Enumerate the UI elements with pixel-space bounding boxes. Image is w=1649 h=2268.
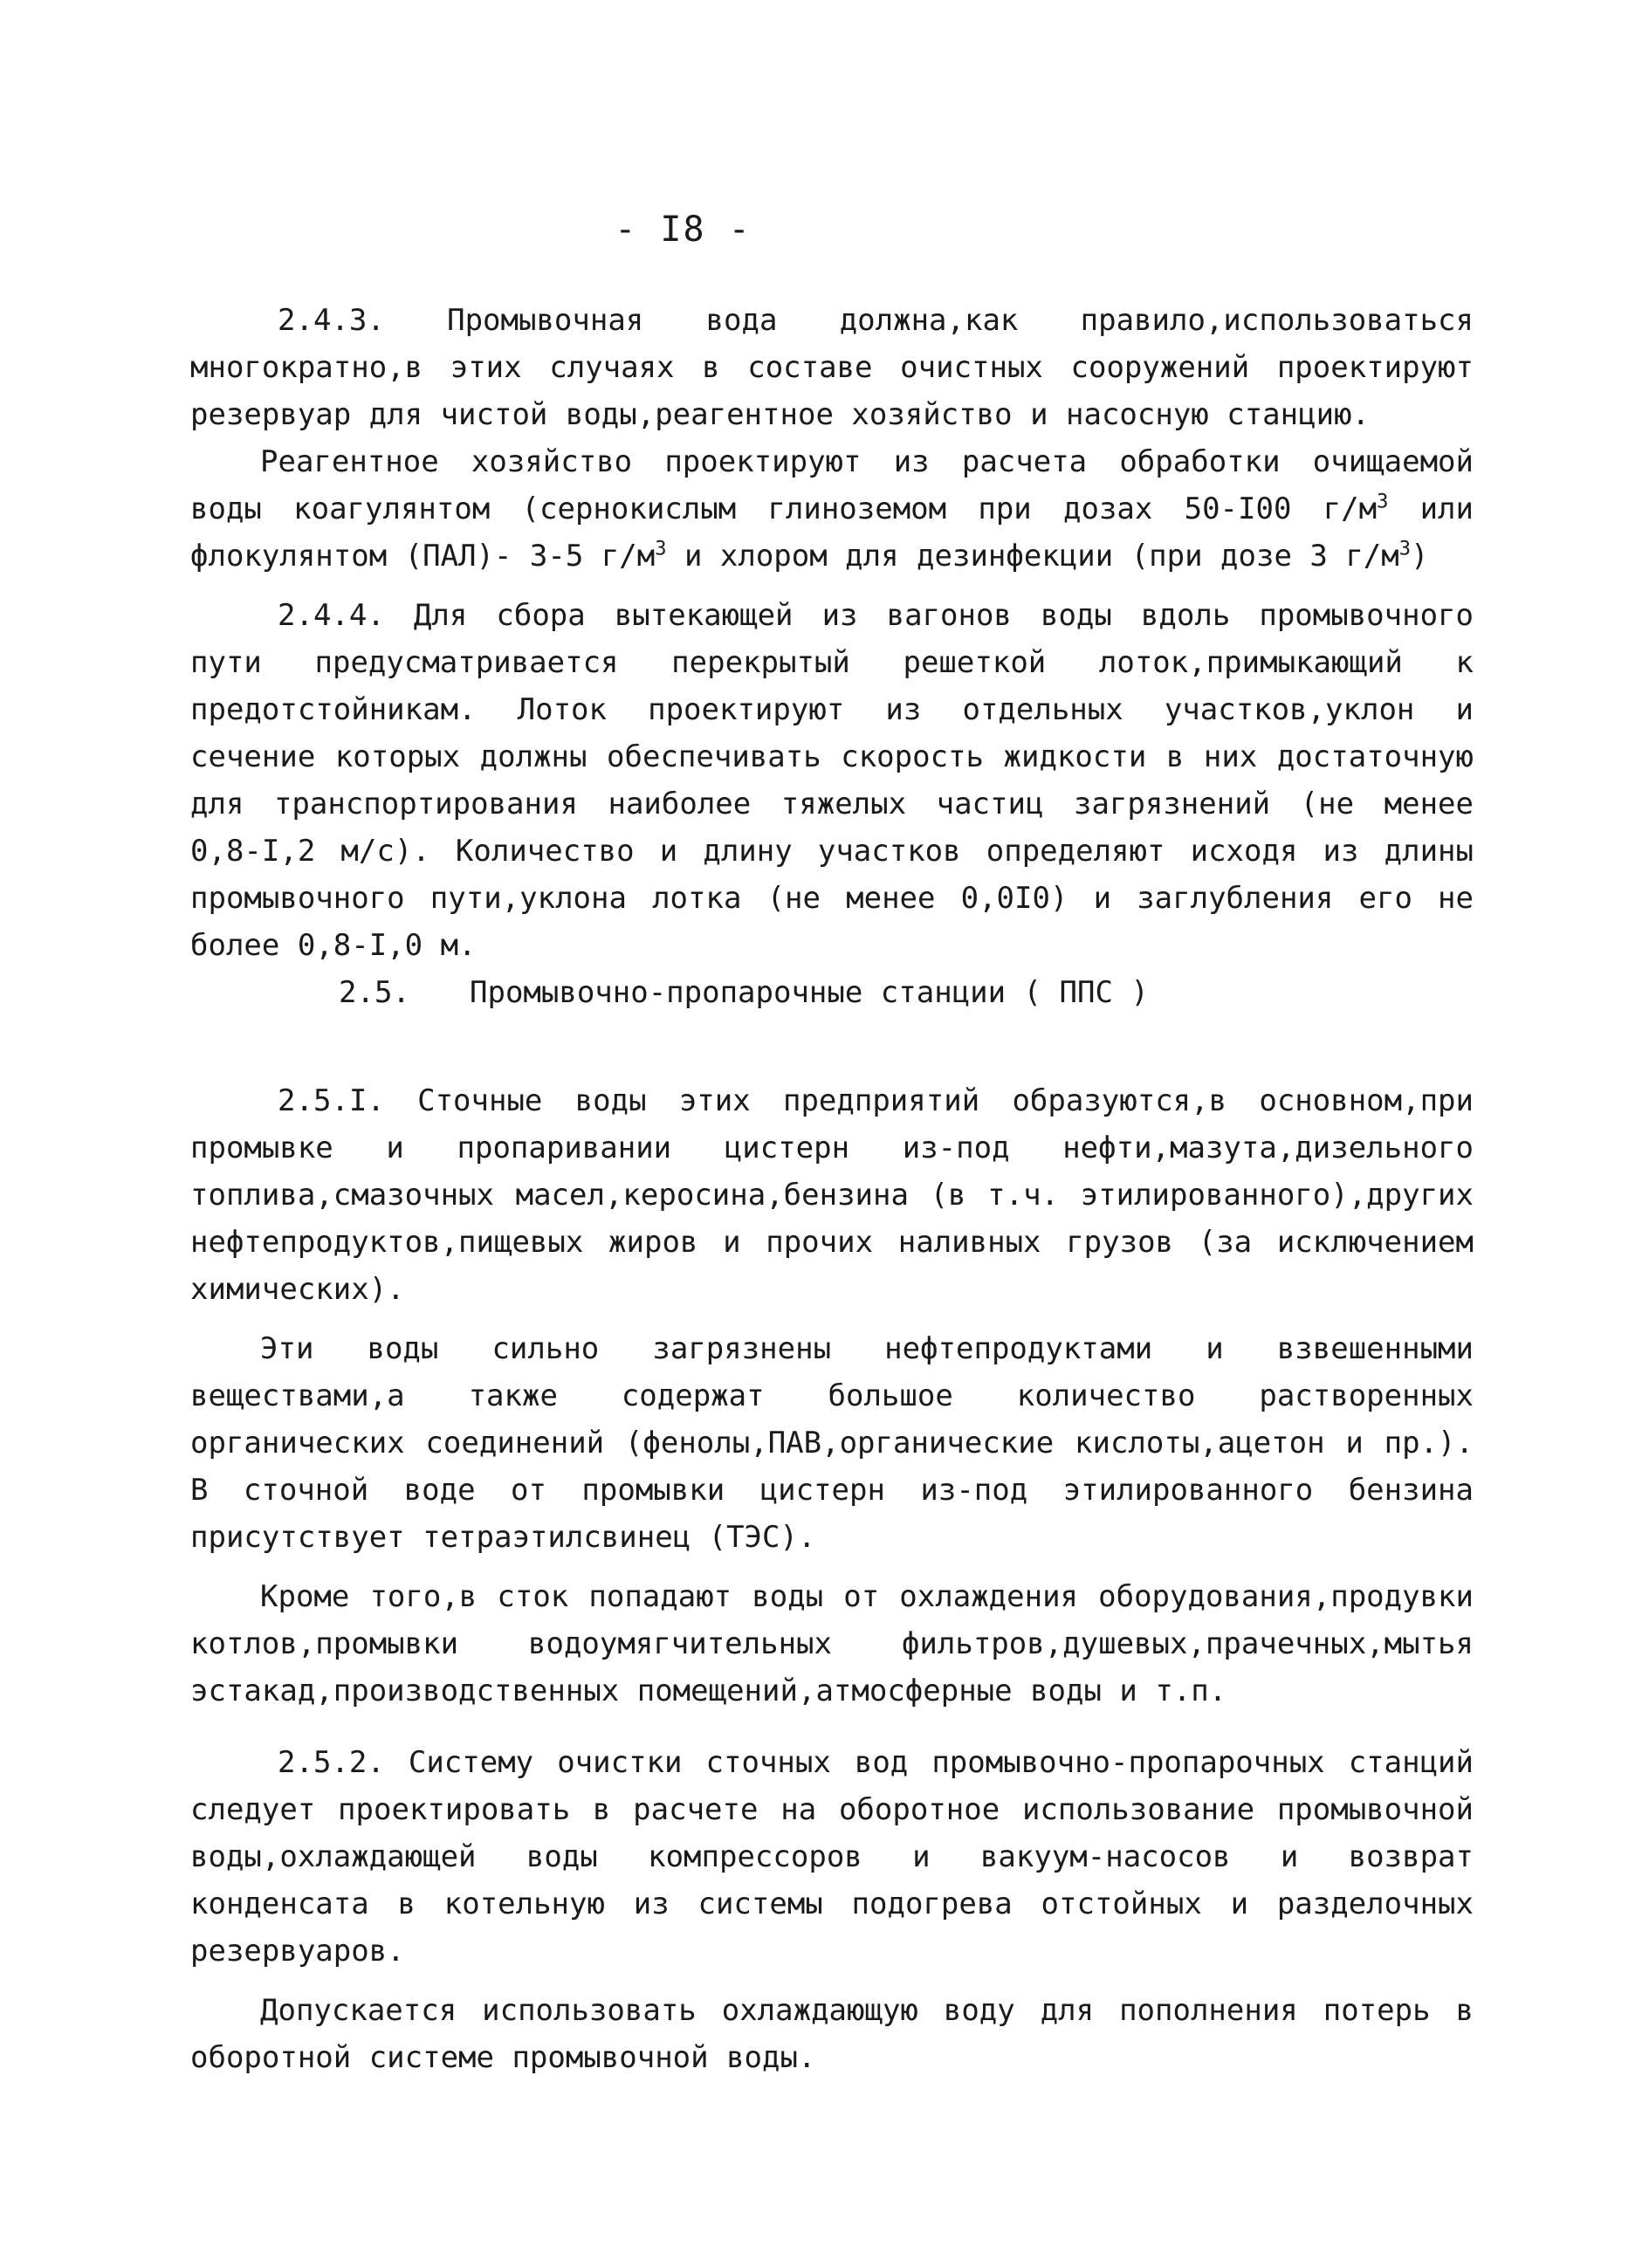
- document-body: [190, 297, 1474, 2081]
- paragraph-reagent-facility: [190, 438, 1474, 580]
- paragraph-cooling-water: Допускается использовать охлаждающую воду для пополнения потерь в оборотной системе промывочной воды.: [190, 1993, 1474, 2075]
- superscript-cubic-3: 3: [1398, 538, 1411, 560]
- reagent-text-start: Реагентное хозяйство проектируют из расчета обработки очищаемой воды коагулянтом (сернокислым глиноземом при дозах 50-I00 г/м: [190, 444, 1474, 526]
- paragraph-additional-sources: Кроме того,в сток попадают воды от охлаждения оборудования,продувки котлов,промывки водоумягчительных фильтров,душевых,прачечных,мытья эстакад,производственных помещений,атмосферные воды и т.п.: [190, 1579, 1474, 1708]
- page-number: - I8 -: [615, 210, 752, 250]
- superscript-cubic-2: 3: [655, 538, 667, 560]
- paragraph-2-4-3: 2.4.3. Промывочная вода должна,как правило,использоваться многократно,в этих случаях в составе очистных сооружений проектируют резервуар для чистой воды,реагентное хозяйство и насосную станцию.: [190, 303, 1474, 432]
- paragraph-2-5-1: 2.5.I. Сточные воды этих предприятий образуются,в основном,при промывке и пропаривании цистерн из-под нефти,мазута,дизельного топлива,смазочных масел,керосина,бензина (в т.ч. этилированного),других нефтепродуктов,пищевых жиров и прочих наливных грузов (за исключением химических).: [190, 1083, 1474, 1307]
- reagent-text-post: и хлором для дезинфекции (при дозе 3 г/м: [666, 539, 1399, 574]
- paragraph-2-5-2: 2.5.2. Систему очистки сточных вод промывочно-пропарочных станций следует проектировать в расчете на оборотное использование промывочной воды,охлаждающей воды компрессоров и вакуум-насосов и возврат конденсата в котельную из системы подогрева отстойных и разделочных резервуаров.: [190, 1745, 1474, 1969]
- paragraph-pollutants: Эти воды сильно загрязнены нефтепродуктами и взвешенными веществами,а также содержат большое количество растворенных органических соединений (фенолы,ПАВ,органические кислоты,ацетон и пр.). В сточной воде от промывки цистерн из-под этилированного бензина присутствует тетраэтилсвинец (ТЭС).: [190, 1331, 1474, 1555]
- section-number: 2.5.: [339, 975, 410, 1010]
- paragraph-2-4-4: 2.4.4. Для сбора вытекающей из вагонов воды вдоль промывочного пути предусматривается перекрытый решеткой лоток,примыкающий к предотстойникам. Лоток проектируют из отдельных участков,уклон и сечение которых должны обеспечивать скорость жидкости в них достаточную для транспортирования наиболее тяжелых частиц загрязнений (не менее 0,8-I,2 м/с). Количество и длину участков определяют исходя из длины промывочного пути,уклона лотка (не менее 0,0I0) и заглубления его не более 0,8-I,0 м.: [190, 598, 1474, 963]
- superscript-cubic-1: 3: [1377, 491, 1389, 513]
- section-title: Промывочно-пропарочные станции ( ППС ): [470, 975, 1149, 1010]
- reagent-text-middle: или флокулянтом (ПАЛ)- 3-5 г/м: [190, 491, 1474, 574]
- reagent-text-end: ): [1410, 539, 1429, 574]
- section-heading-2-5: [190, 969, 1474, 1016]
